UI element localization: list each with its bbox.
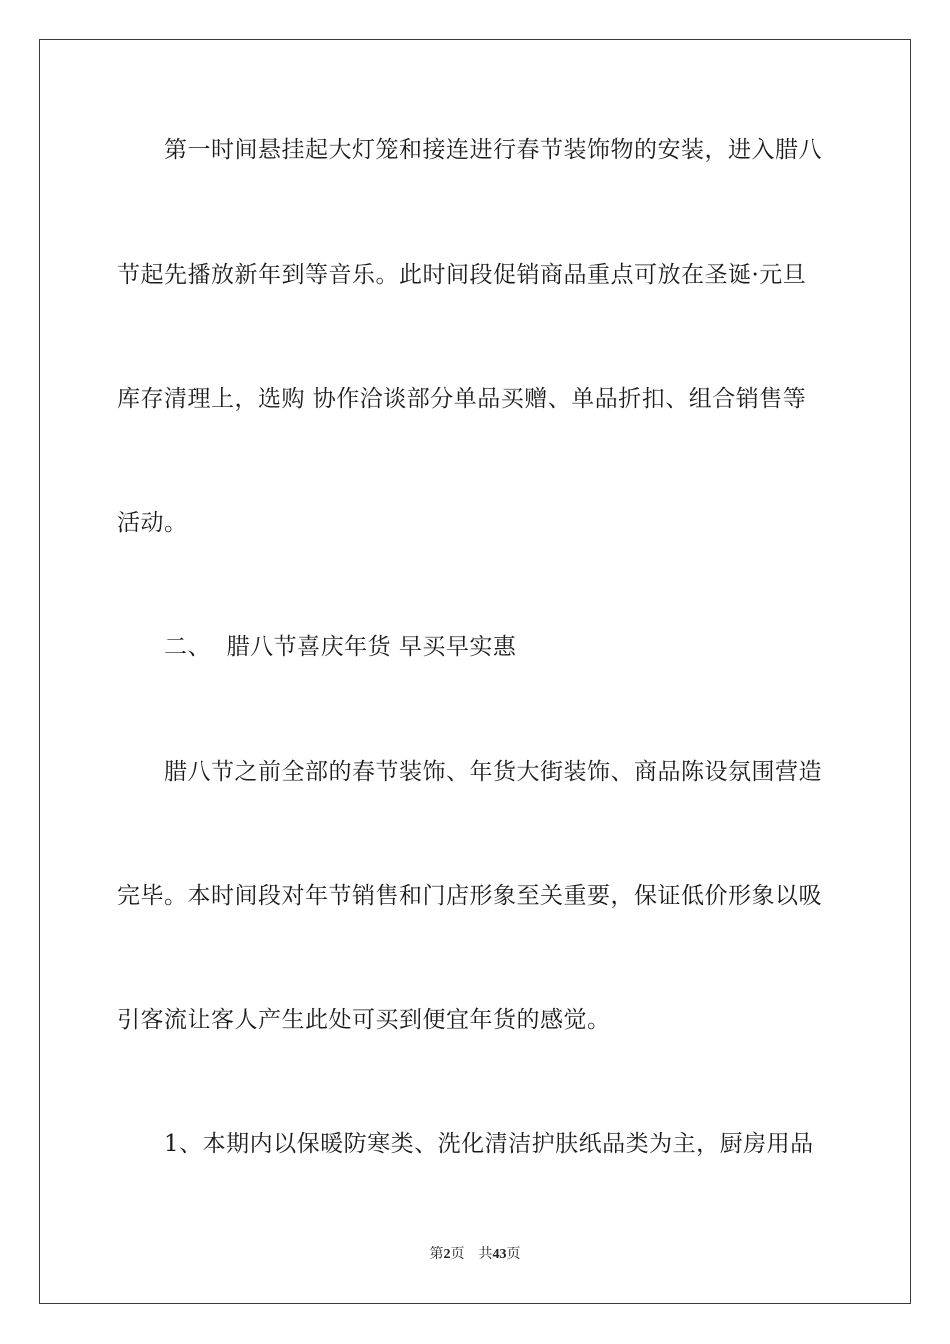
paragraph-3-line-1: 1、本期内以保暖防寒类、洗化清洁护肤纸品类为主，厨房用品 bbox=[164, 1131, 814, 1157]
footer-page-prefix: 第 bbox=[429, 1247, 444, 1262]
paragraph-1-line-3: 库存清理上，选购 协作洽谈部分单品买赠、单品折扣、组合销售等 bbox=[117, 386, 807, 412]
footer-total-prefix: 共 bbox=[478, 1247, 493, 1262]
paragraph-1-line-1: 第一时间悬挂起大灯笼和接连进行春节装饰物的安装，进入腊八 bbox=[164, 137, 822, 163]
paragraph-2-line-1: 腊八节之前全部的春节装饰、年货大街装饰、商品陈设氛围营造 bbox=[164, 759, 822, 785]
page-border bbox=[39, 39, 911, 1304]
paragraph-2-line-2: 完毕。本时间段对年节销售和门店形象至关重要，保证低价形象以吸 bbox=[117, 883, 822, 909]
paragraph-1-line-4: 活动。 bbox=[117, 510, 188, 536]
paragraph-2-line-3: 引客流让客人产生此处可买到便宜年货的感觉。 bbox=[117, 1007, 611, 1033]
footer-page-suffix: 页 bbox=[450, 1247, 465, 1262]
section-heading: 二、 腊八节喜庆年货 早买早实惠 bbox=[164, 634, 517, 660]
footer-total-pages: 43 bbox=[492, 1247, 507, 1262]
footer-total-suffix: 页 bbox=[506, 1247, 521, 1262]
page-footer bbox=[0, 1245, 950, 1265]
footer-page-number: 2 bbox=[443, 1247, 451, 1262]
paragraph-1-line-2: 节起先播放新年到等音乐。此时间段促销商品重点可放在圣诞·元旦 bbox=[117, 262, 807, 288]
